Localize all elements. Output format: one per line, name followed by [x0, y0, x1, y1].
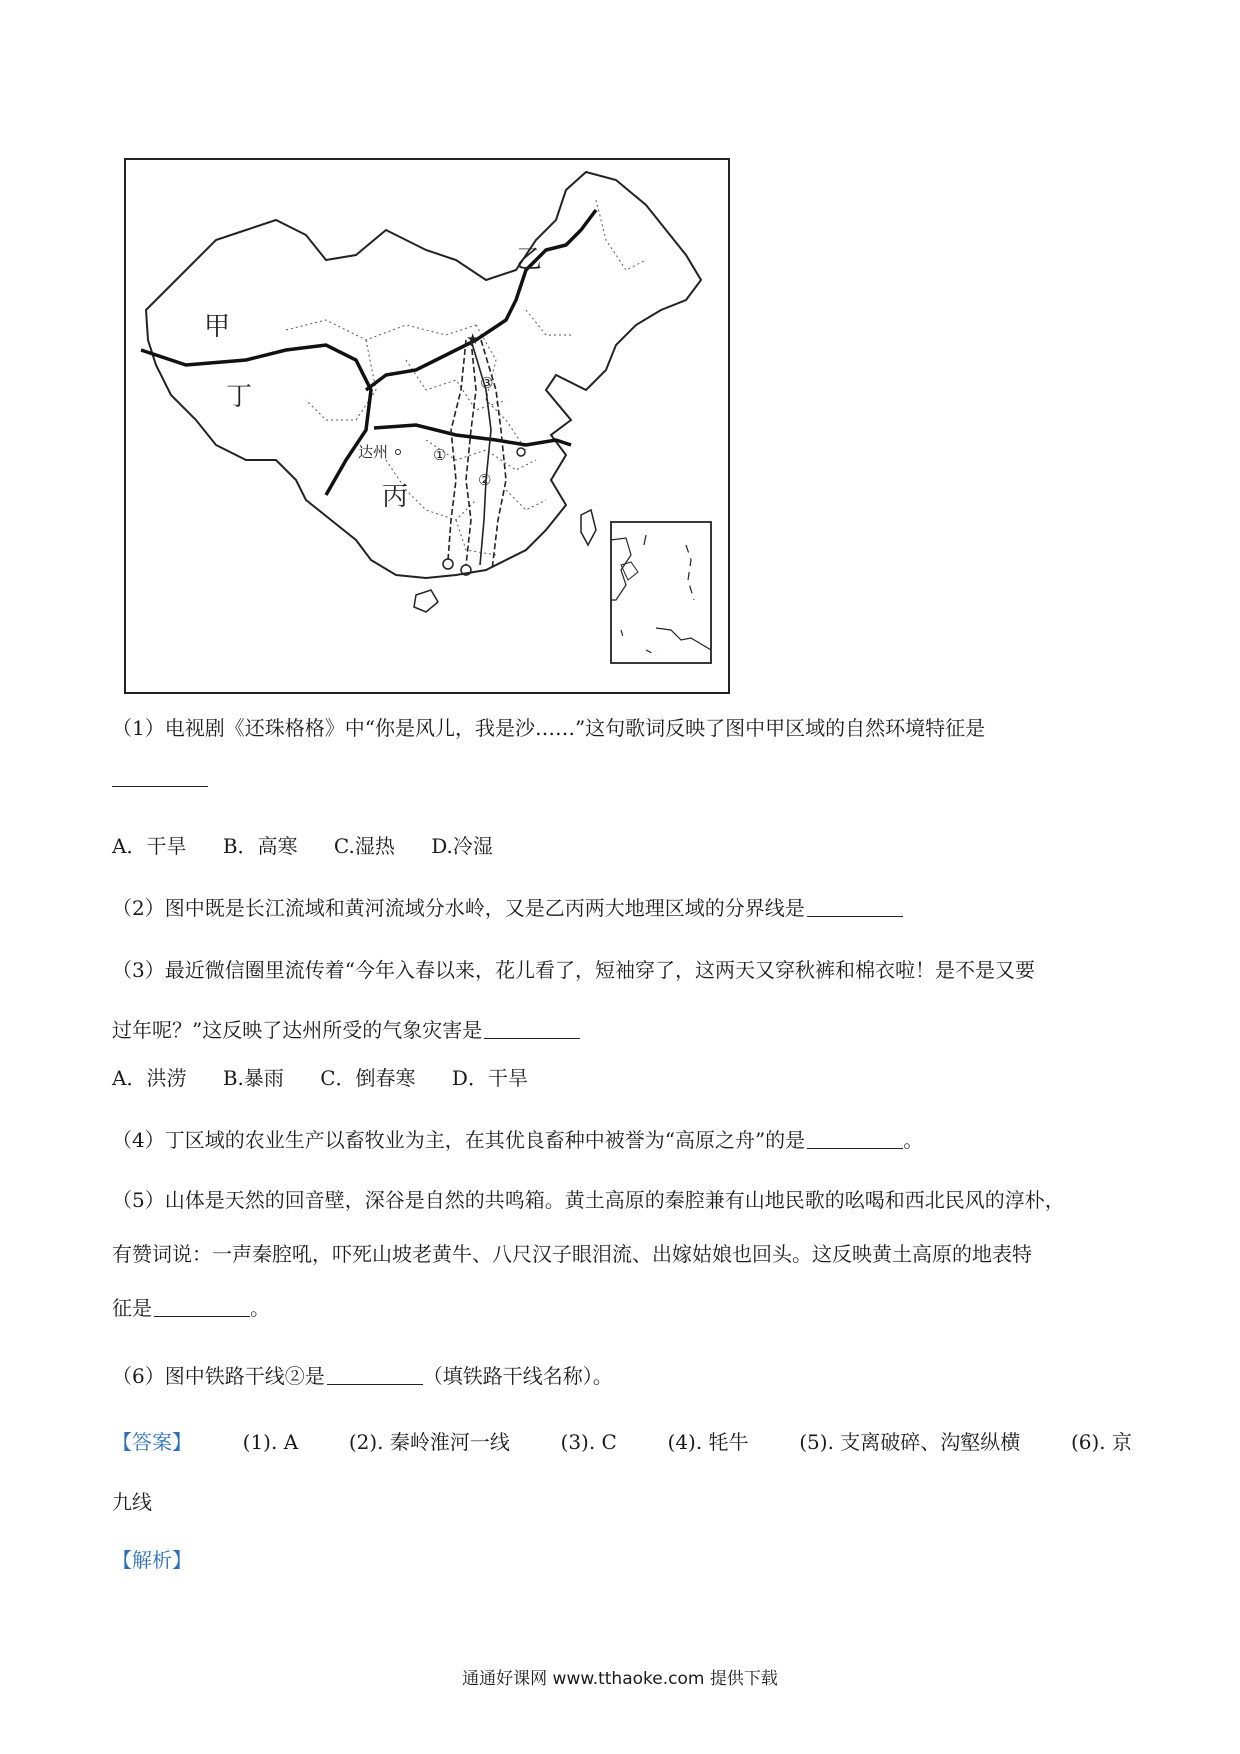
rail-end-marker — [443, 559, 453, 569]
question-5-line-2: 有赞词说：一声秦腔吼，吓死山坡老黄牛、八尺汉子眼泪流、出嫁姑娘也回头。这反映黄土高原的地表特 — [112, 1242, 1032, 1266]
question-1-options — [112, 832, 523, 860]
city-label-dazhou: 达州 — [358, 443, 389, 461]
option-c: C．倒春寒 — [320, 1066, 416, 1090]
dazhou-dot — [396, 450, 401, 455]
south-china-sea-inset — [611, 522, 711, 663]
question-4 — [112, 1126, 923, 1154]
answer-item-2: (2). 秦岭淮河一线 — [348, 1430, 510, 1454]
china-outline — [146, 172, 701, 578]
answer-blank-q5 — [154, 1296, 250, 1317]
answer-item-3: (3). C — [560, 1430, 617, 1454]
answer-blank-q2 — [807, 896, 903, 917]
question-3-options — [112, 1064, 558, 1092]
option-c: C.湿热 — [333, 834, 395, 858]
question-2 — [112, 894, 903, 922]
region-label-yi: 乙 — [516, 245, 543, 275]
railway-lines — [448, 340, 506, 570]
option-b: B．高寒 — [222, 834, 298, 858]
answer-item-1: (1). A — [242, 1430, 299, 1454]
beijing-star-icon: ★ — [466, 330, 480, 348]
question-1: （1）电视剧《还珠格格》中“你是风儿，我是沙……”这句歌词反映了图中甲区域的自然环境特征是 — [112, 716, 986, 740]
answer-item-4: (4). 牦牛 — [667, 1430, 749, 1454]
answer-blank-q3 — [484, 1018, 580, 1039]
question-3-line-2 — [112, 1016, 580, 1044]
hainan-island — [414, 590, 438, 612]
taiwan-island — [581, 510, 596, 545]
rail-end-marker — [517, 448, 525, 456]
option-b: B.暴雨 — [222, 1066, 284, 1090]
question-5-line-1: （5）山体是天然的回音壁，深谷是自然的共鸣箱。黄土高原的秦腔兼有山地民歌的吆喝和西北民风的淳朴， — [112, 1188, 1065, 1212]
option-d: D.冷湿 — [431, 834, 493, 858]
answer-blank-q4 — [807, 1128, 903, 1149]
question-3-line-1: （3）最近微信圈里流传着“今年入春以来，花儿看了，短袖穿了，这两天又穿秋裤和棉衣啦！是不是又要 — [112, 958, 1035, 982]
option-d: D．干旱 — [451, 1066, 528, 1090]
question-2-text: （2）图中既是长江流域和黄河流域分水岭，又是乙丙两大地理区域的分界线是 — [112, 896, 805, 920]
question-6 — [112, 1362, 613, 1390]
option-a: A．干旱 — [112, 834, 187, 858]
question-6-text: （6）图中铁路干线②是 — [112, 1364, 325, 1388]
option-a: A．洪涝 — [112, 1066, 187, 1090]
answer-item-5: (5). 支离破碎、沟壑纵横 — [799, 1430, 1021, 1454]
answer-blank-q6 — [327, 1364, 423, 1385]
region-label-ding: 丁 — [226, 382, 253, 412]
rail-label-1: ① — [433, 446, 447, 464]
question-5-line-3 — [112, 1294, 270, 1322]
question-5-end: 。 — [250, 1296, 270, 1320]
question-4-end: 。 — [903, 1128, 924, 1152]
analysis-label: 【解析】 — [112, 1548, 192, 1572]
rail-label-3: ③ — [480, 374, 494, 392]
question-3-text: 过年呢？”这反映了达州所受的气象灾害是 — [112, 1018, 483, 1042]
province-borders — [286, 200, 646, 555]
page-footer: 通通好课网 www.tthaoke.com 提供下载 — [462, 1669, 778, 1689]
answer-row — [112, 1428, 1132, 1456]
answer-label: 【答案】 — [112, 1430, 192, 1454]
region-label-jia: 甲 — [204, 312, 231, 342]
china-map-svg — [126, 160, 732, 696]
china-map-figure — [124, 158, 730, 694]
question-5-text: 征是 — [112, 1296, 152, 1320]
region-label-bing: 丙 — [382, 482, 409, 512]
answer-item-6: (6). 京 — [1070, 1430, 1132, 1454]
rail-label-2: ② — [478, 471, 492, 489]
question-4-text: （4）丁区域的农业生产以畜牧业为主，在其优良畜种中被誉为“高原之舟”的是 — [112, 1128, 806, 1152]
answer-continuation: 九线 — [112, 1490, 152, 1514]
answer-blank-q1 — [112, 786, 208, 787]
question-6-end: （填铁路干线名称）。 — [422, 1364, 613, 1388]
